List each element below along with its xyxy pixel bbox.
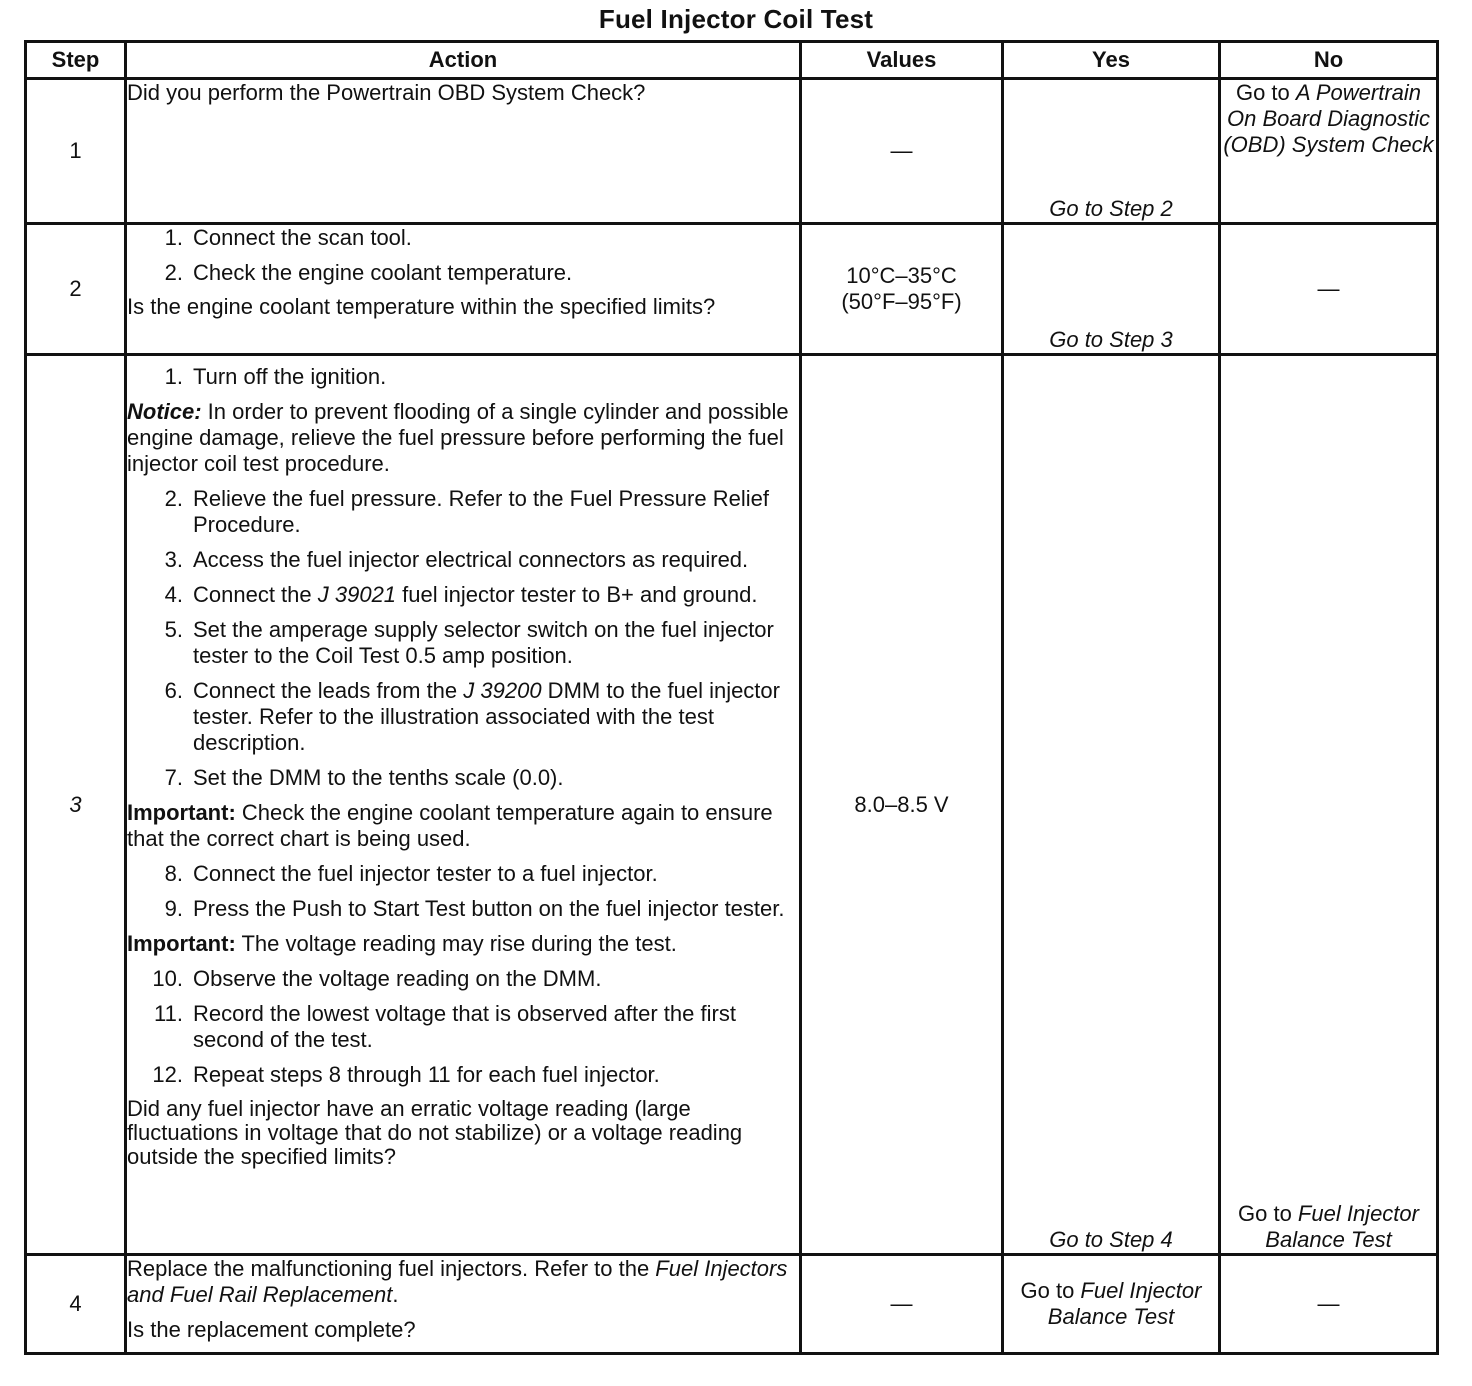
action-question: Did any fuel injector have an erratic voltage reading (large fluctuations in voltage that do not stabilize) or a voltage reading outside the specified limits? <box>127 1096 743 1169</box>
action-cell <box>126 1255 801 1354</box>
item-number: 1. <box>164 364 183 389</box>
yes-link[interactable]: Go to Step 3 <box>1049 327 1173 352</box>
action-item <box>127 678 799 756</box>
yes-cell <box>1003 224 1220 355</box>
notice-label: Notice: <box>127 399 202 424</box>
item-text: Check the engine coolant temperature. <box>193 260 573 285</box>
no-cell: — <box>1220 1255 1438 1354</box>
header-no: No <box>1220 42 1438 79</box>
item-text: Set the amperage supply selector switch on the fuel injector tester to the Coil Test 0.5 amp position. <box>193 617 774 668</box>
yes-link[interactable]: Go to Step 2 <box>1049 196 1173 221</box>
item-text-part: fuel injector tester to B+ and ground. <box>396 582 758 607</box>
item-text: Relieve the fuel pressure. Refer to the Fuel Pressure Relief Procedure. <box>193 486 769 537</box>
item-number: 11. <box>154 1001 183 1026</box>
action-item <box>127 260 799 286</box>
item-text-part: DMM to the fuel injector tester. Refer to the illustration associated with the test description. <box>193 678 780 755</box>
values-cell: — <box>801 79 1003 224</box>
action-item <box>127 364 799 390</box>
action-question: Did you perform the Powertrain OBD System Check? <box>127 80 646 105</box>
action-item <box>127 547 799 573</box>
action-instruction <box>127 1256 799 1308</box>
no-prefix: Go to <box>1238 1201 1298 1226</box>
table-row-step-1 <box>26 79 1438 224</box>
item-number: 1. <box>164 225 183 250</box>
table-row-step-3 <box>26 355 1438 1255</box>
action-question: Is the replacement complete? <box>127 1317 416 1342</box>
item-text: Record the lowest voltage that is observed after the first second of the test. <box>193 1001 736 1052</box>
action-item <box>127 966 799 992</box>
procedure-link[interactable]: Fuel Injectors and Fuel Rail Replacement <box>127 1256 788 1307</box>
instruction-text: . <box>392 1282 399 1307</box>
item-text-part: Connect the leads from the <box>193 678 464 703</box>
item-number: 2. <box>164 486 183 511</box>
notice-paragraph <box>127 399 799 477</box>
step-number: 4 <box>26 1255 126 1354</box>
important-text: Check the engine coolant temperature again to ensure that the correct chart is being used. <box>127 800 773 851</box>
item-number: 7. <box>164 765 183 790</box>
yes-link[interactable]: Go to Step 4 <box>1049 1227 1173 1252</box>
notice-text: In order to prevent flooding of a single cylinder and possible engine damage, relieve the fuel pressure before performing the fuel injector coil test procedure. <box>127 399 789 476</box>
item-text: Set the DMM to the tenths scale (0.0). <box>193 765 564 790</box>
step-number: 2 <box>26 224 126 355</box>
item-number: 10. <box>152 966 183 991</box>
table-row-step-2 <box>26 224 1438 355</box>
header-step: Step <box>26 42 126 79</box>
item-number: 3. <box>164 547 183 572</box>
header-action: Action <box>126 42 801 79</box>
header-values: Values <box>801 42 1003 79</box>
no-link[interactable]: Fuel Injector Balance Test <box>1265 1201 1419 1252</box>
item-number: 4. <box>164 582 183 607</box>
table-row-step-4 <box>26 1255 1438 1354</box>
action-item <box>127 617 799 669</box>
diagnostic-table <box>24 40 1439 1355</box>
item-text: Repeat steps 8 through 11 for each fuel injector. <box>193 1062 660 1087</box>
step-number: 3 <box>26 355 126 1255</box>
values-cell: 8.0–8.5 V <box>801 355 1003 1255</box>
item-number: 8. <box>164 861 183 886</box>
action-item <box>127 486 799 538</box>
no-cell <box>1220 79 1438 224</box>
action-item <box>127 1001 799 1053</box>
action-item <box>127 225 799 251</box>
step-number: 1 <box>26 79 126 224</box>
yes-cell <box>1003 1255 1220 1354</box>
no-prefix: Go to <box>1235 80 1296 105</box>
item-text: Observe the voltage reading on the DMM. <box>193 966 602 991</box>
action-item <box>127 896 799 922</box>
action-cell <box>126 224 801 355</box>
action-cell <box>126 79 801 224</box>
item-number: 5. <box>164 617 183 642</box>
action-item <box>127 1062 799 1088</box>
values-fahrenheit: (50°F–95°F) <box>841 289 962 314</box>
item-text: Connect the scan tool. <box>193 225 412 250</box>
item-number: 2. <box>164 260 183 285</box>
action-item <box>127 861 799 887</box>
tool-number: J 39200 <box>463 678 542 703</box>
item-text-part: Connect the <box>193 582 318 607</box>
important-label: Important: <box>127 931 236 956</box>
action-item <box>127 765 799 791</box>
values-cell: — <box>801 1255 1003 1354</box>
instruction-text: Replace the malfunctioning fuel injectors. Refer to the <box>127 1256 656 1281</box>
item-text: Access the fuel injector electrical connectors as required. <box>193 547 749 572</box>
item-text <box>193 678 799 756</box>
yes-prefix: Go to <box>1020 1278 1081 1303</box>
item-number: 6. <box>164 678 183 703</box>
no-cell <box>1220 355 1438 1255</box>
no-cell: — <box>1220 224 1438 355</box>
page-title: Fuel Injector Coil Test <box>598 4 874 34</box>
yes-cell <box>1003 79 1220 224</box>
action-cell <box>126 355 801 1255</box>
values-celsius: 10°C–35°C <box>846 263 957 288</box>
header-yes: Yes <box>1003 42 1220 79</box>
action-question: Is the engine coolant temperature within the specified limits? <box>127 294 716 319</box>
important-paragraph <box>127 800 799 852</box>
no-link[interactable]: A Powertrain On Board Diagnostic (OBD) System Check <box>1223 80 1434 157</box>
item-text <box>193 582 799 608</box>
tool-number: J 39021 <box>317 582 397 607</box>
item-text: Connect the fuel injector tester to a fuel injector. <box>193 861 658 886</box>
important-label: Important: <box>127 800 236 825</box>
header-row <box>26 42 1438 79</box>
item-text: Turn off the ignition. <box>193 364 387 389</box>
yes-link[interactable]: Fuel Injector Balance Test <box>1047 1278 1202 1329</box>
item-number: 12. <box>152 1062 183 1087</box>
values-cell <box>801 224 1003 355</box>
item-number: 9. <box>164 896 183 921</box>
item-text: Press the Push to Start Test button on the fuel injector tester. <box>193 896 785 921</box>
yes-cell <box>1003 355 1220 1255</box>
action-item <box>127 582 799 608</box>
important-text: The voltage reading may rise during the test. <box>235 931 677 956</box>
important-paragraph <box>127 931 799 957</box>
